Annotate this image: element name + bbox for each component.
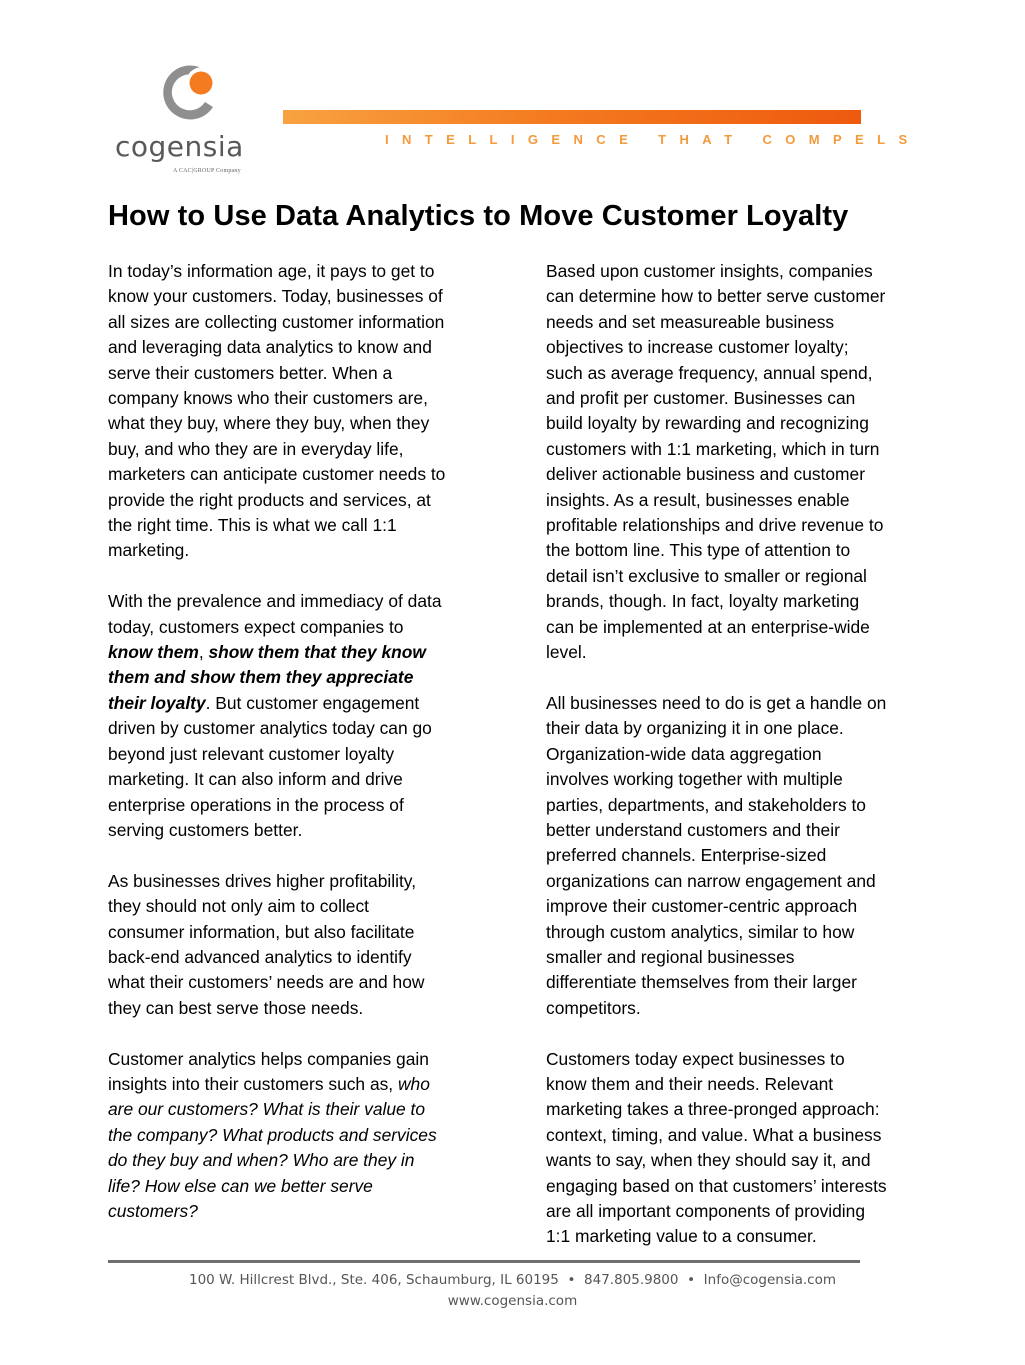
- text-line: they should not only aim to collect: [108, 896, 370, 917]
- left-paragraph-2: [108, 589, 518, 843]
- cogensia-logo: [115, 55, 265, 180]
- text-line: know your customers. Today, businesses of: [108, 286, 443, 307]
- text-line: In today’s information age, it pays to get to: [108, 261, 435, 281]
- text-line: back-end advanced analytics to identify: [108, 946, 412, 967]
- footer-divider: [108, 1260, 860, 1263]
- right-column: [546, 259, 936, 1275]
- footer-email-link[interactable]: Info@cogensia.com: [703, 1272, 836, 1288]
- text-line: driven by customer analytics today can go: [108, 718, 432, 739]
- cogensia-logo-icon: [155, 55, 227, 127]
- comma: ,: [198, 642, 204, 663]
- text-line: are all important components of providing: [546, 1201, 866, 1221]
- text-line: and profit per customer. Businesses can: [546, 388, 856, 409]
- italic-fragment: who: [397, 1073, 430, 1094]
- text-line: As businesses drives higher profitability,: [108, 870, 417, 891]
- text-line: [108, 1072, 518, 1097]
- text-line: build loyalty by rewarding and recognizing: [546, 413, 869, 434]
- text-line: enterprise operations in the process of: [108, 794, 404, 815]
- text-line: marketing.: [108, 540, 190, 561]
- text-line: they can best serve those needs.: [108, 997, 364, 1018]
- text-line: today, customers expect companies to: [108, 616, 404, 637]
- text-line: company knows who their customers are,: [108, 388, 428, 409]
- brand-name: cogensia: [115, 130, 244, 163]
- text-line: level.: [546, 642, 587, 663]
- text-line: marketing. It can also inform and drive: [108, 769, 403, 790]
- text-line: differentiate themselves from their larger: [546, 972, 857, 993]
- text-line: improve their customer-centric approach: [546, 896, 858, 917]
- text-line: insights. As a result, businesses enable: [546, 489, 850, 510]
- text-line: Customers today expect businesses to: [546, 1048, 845, 1069]
- text-line: competitors.: [546, 997, 641, 1018]
- emphasis-show-them: show them that they know: [208, 642, 426, 663]
- text-line: customers with 1:1 marketing, which in turn: [546, 438, 880, 459]
- text-line: needs and set measureable business: [546, 311, 835, 332]
- italic-line: are our customers? What is their value to: [108, 1099, 426, 1120]
- text-line: With the prevalence and immediacy of data: [108, 591, 442, 612]
- text-line: organizations can narrow engagement and: [546, 870, 876, 891]
- text-line: all sizes are collecting customer information: [108, 311, 445, 332]
- text-line: provide the right products and services, at: [108, 489, 431, 510]
- text-line: and leveraging data analytics to know and: [108, 337, 432, 358]
- left-paragraph-4: [108, 1047, 518, 1225]
- text-line: All businesses need to do is get a handle on: [546, 692, 887, 713]
- text-line: Organization-wide data aggregation: [546, 743, 822, 764]
- right-paragraph-2: [546, 691, 936, 1021]
- text-line: detail isn’t exclusive to smaller or regional: [546, 565, 867, 586]
- page-title: How to Use Data Analytics to Move Customer Loyalty: [108, 200, 849, 232]
- text-line: marketers can anticipate customer needs to: [108, 464, 446, 485]
- text-line: know them and their needs. Relevant: [546, 1073, 834, 1094]
- text-line: preferred channels. Enterprise-sized: [546, 845, 827, 866]
- text-line: the right time. This is what we call 1:1: [108, 515, 397, 536]
- text-fragment: . But customer engagement: [205, 692, 420, 713]
- right-paragraph-3: [546, 1047, 936, 1250]
- text-line: Customer analytics helps companies gain: [108, 1048, 429, 1069]
- italic-line: the company? What products and services: [108, 1124, 437, 1145]
- text-line: parties, departments, and stakeholders to: [546, 794, 866, 815]
- text-line: what their customers’ needs are and how: [108, 972, 425, 993]
- text-line: serve their customers better. When a: [108, 362, 393, 383]
- emphasis-line: them and show them they appreciate: [108, 667, 414, 688]
- text-line: the bottom line. This type of attention to: [546, 540, 851, 561]
- text-line: context, timing, and value. What a business: [546, 1124, 882, 1145]
- text-line: [108, 640, 518, 665]
- right-paragraph-1: [546, 259, 936, 666]
- text-line: marketing takes a three-pronged approach:: [546, 1099, 880, 1120]
- text-line: what they buy, where they buy, when they: [108, 413, 430, 434]
- text-fragment: insights into their customers such as,: [108, 1073, 394, 1094]
- footer-separator: •: [567, 1272, 576, 1288]
- text-line: serving customers better.: [108, 819, 303, 840]
- text-line: objectives to increase customer loyalty;: [546, 337, 849, 358]
- text-line: can determine how to better serve customer: [546, 286, 886, 307]
- text-line: engaging based on that customers’ interests: [546, 1175, 887, 1196]
- italic-line: customers?: [108, 1200, 198, 1221]
- tagline: INTELLIGENCE THAT COMPELS: [385, 132, 921, 147]
- text-line: wants to say, when they should say it, and: [546, 1150, 871, 1171]
- text-line: deliver actionable business and customer: [546, 464, 866, 485]
- footer-website-link[interactable]: www.cogensia.com: [447, 1293, 578, 1309]
- emphasis-know-them: know them: [108, 642, 199, 663]
- footer-phone: 847.805.9800: [584, 1272, 679, 1288]
- text-line: smaller and regional businesses: [546, 946, 795, 967]
- header-accent-bar: [283, 110, 861, 124]
- text-line: buy, and who they are in everyday life,: [108, 438, 404, 459]
- footer-contact: [0, 1272, 1025, 1288]
- left-column: [108, 259, 518, 1250]
- text-line: can be implemented at an enterprise-wide: [546, 616, 870, 637]
- emphasis-their-loyalty: their loyalty: [108, 692, 206, 713]
- italic-line: do they buy and when? Who are they in: [108, 1150, 415, 1171]
- text-line: brands, though. In fact, loyalty marketing: [546, 591, 860, 612]
- text-line: Based upon customer insights, companies: [546, 261, 873, 281]
- text-line: their data by organizing it in one place.: [546, 718, 844, 739]
- text-line: consumer information, but also facilitate: [108, 921, 415, 942]
- brand-subtitle: A CAC|GROUP Company: [173, 168, 241, 174]
- text-line: better understand customers and their: [546, 819, 840, 840]
- text-line: beyond just relevant customer loyalty: [108, 743, 395, 764]
- text-line: through custom analytics, similar to how: [546, 921, 855, 942]
- text-line: involves working together with multiple: [546, 769, 843, 790]
- text-line: such as average frequency, annual spend,: [546, 362, 873, 383]
- text-line: profitable relationships and drive revenue to: [546, 515, 884, 536]
- footer-address: 100 W. Hillcrest Blvd., Ste. 406, Schaumburg, IL 60195: [189, 1272, 559, 1288]
- left-paragraph-3: [108, 869, 518, 1021]
- italic-line: life? How else can we better serve: [108, 1175, 373, 1196]
- text-line: [108, 691, 518, 716]
- text-line: 1:1 marketing value to a consumer.: [546, 1226, 817, 1247]
- left-paragraph-1: [108, 259, 518, 564]
- footer-separator: •: [687, 1272, 696, 1288]
